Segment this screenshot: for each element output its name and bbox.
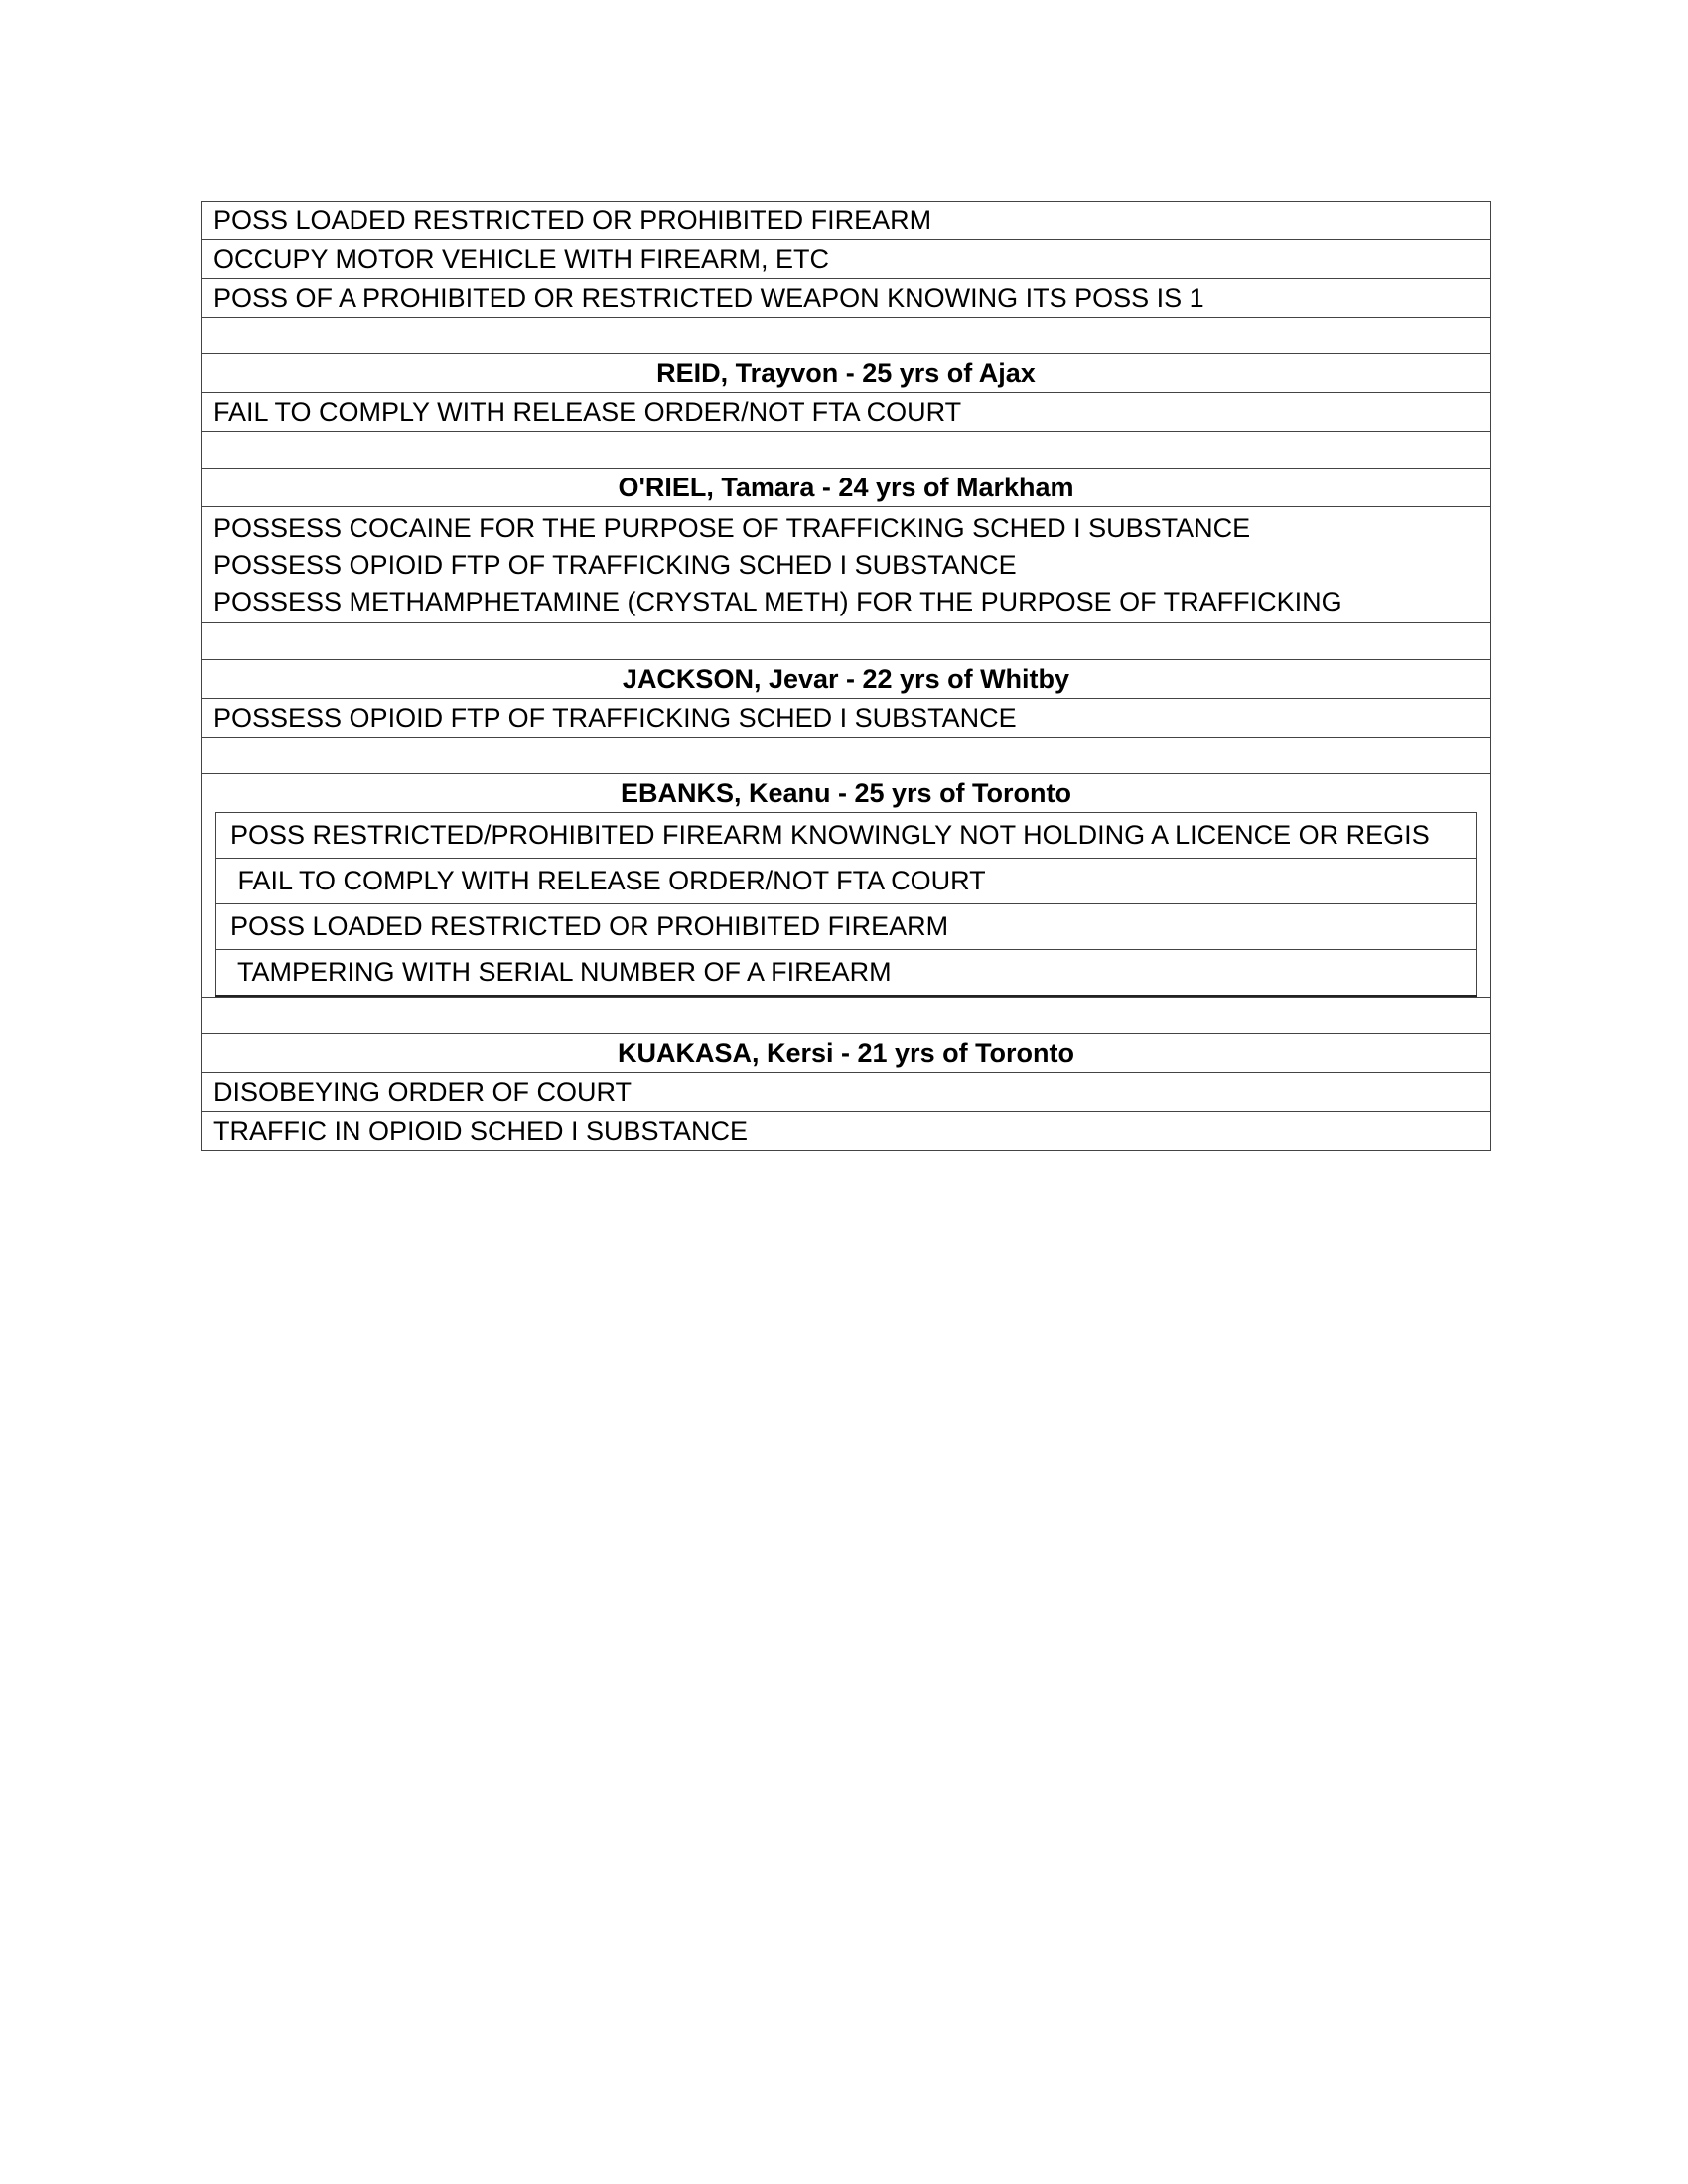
table-row <box>202 240 1491 279</box>
table-row <box>202 202 1491 240</box>
person-heading-row <box>202 1034 1491 1073</box>
table-row <box>216 859 1477 904</box>
charge-cell: OCCUPY MOTOR VEHICLE WITH FIREARM, ETC <box>202 240 1491 279</box>
charge-cell: POSS RESTRICTED/PROHIBITED FIREARM KNOWINGLY NOT HOLDING A LICENCE OR REGIS <box>216 813 1477 859</box>
table-row <box>216 950 1477 997</box>
blank-cell <box>202 623 1491 660</box>
person-heading: JACKSON, Jevar - 22 yrs of Whitby <box>202 660 1491 699</box>
nested-charges-table <box>215 812 1477 997</box>
person-heading-row <box>202 469 1491 507</box>
person-heading-row <box>202 354 1491 393</box>
charge-cell: FAIL TO COMPLY WITH RELEASE ORDER/NOT FTA COURT <box>216 859 1477 904</box>
table-row <box>202 1112 1491 1151</box>
spacer-row <box>202 623 1491 660</box>
charges-table <box>201 201 1491 1151</box>
person-section-row <box>202 774 1491 998</box>
table-row <box>202 507 1491 623</box>
charge-cell: POSS OF A PROHIBITED OR RESTRICTED WEAPON KNOWING ITS POSS IS 1 <box>202 279 1491 318</box>
spacer-row <box>202 998 1491 1034</box>
blank-cell <box>202 998 1491 1034</box>
charges-cell <box>202 507 1491 623</box>
person-section-cell <box>202 774 1491 998</box>
blank-cell <box>202 432 1491 469</box>
person-heading: O'RIEL, Tamara - 24 yrs of Markham <box>202 469 1491 507</box>
charge-line: POSSESS OPIOID FTP OF TRAFFICKING SCHED I SUBSTANCE <box>213 550 1017 580</box>
charge-cell: TAMPERING WITH SERIAL NUMBER OF A FIREARM <box>216 950 1477 997</box>
charge-line: POSSESS COCAINE FOR THE PURPOSE OF TRAFFICKING SCHED I SUBSTANCE <box>213 513 1251 543</box>
table-row <box>202 1073 1491 1112</box>
charge-cell: DISOBEYING ORDER OF COURT <box>202 1073 1491 1112</box>
charge-cell: POSSESS OPIOID FTP OF TRAFFICKING SCHED I SUBSTANCE <box>202 699 1491 738</box>
charge-line: POSSESS METHAMPHETAMINE (CRYSTAL METH) FOR THE PURPOSE OF TRAFFICKING <box>213 587 1342 616</box>
spacer-row <box>202 318 1491 354</box>
charge-cell: FAIL TO COMPLY WITH RELEASE ORDER/NOT FTA COURT <box>202 393 1491 432</box>
person-heading: REID, Trayvon - 25 yrs of Ajax <box>202 354 1491 393</box>
table-row <box>202 393 1491 432</box>
table-row <box>202 699 1491 738</box>
person-heading: EBANKS, Keanu - 25 yrs of Toronto <box>620 778 1072 808</box>
person-heading-row <box>202 660 1491 699</box>
charge-cell: TRAFFIC IN OPIOID SCHED I SUBSTANCE <box>202 1112 1491 1151</box>
spacer-row <box>202 432 1491 469</box>
blank-cell <box>202 738 1491 774</box>
spacer-row <box>202 738 1491 774</box>
table-row <box>216 813 1477 859</box>
charge-cell: POSS LOADED RESTRICTED OR PROHIBITED FIREARM <box>216 904 1477 950</box>
charge-cell: POSS LOADED RESTRICTED OR PROHIBITED FIREARM <box>202 202 1491 240</box>
person-heading: KUAKASA, Kersi - 21 yrs of Toronto <box>202 1034 1491 1073</box>
table-row <box>216 904 1477 950</box>
table-row <box>202 279 1491 318</box>
blank-cell <box>202 318 1491 354</box>
